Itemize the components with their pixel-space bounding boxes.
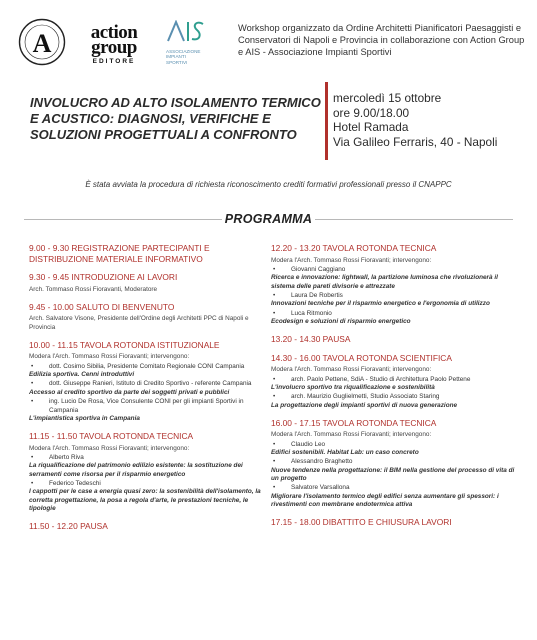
moderator-line: Modera l'Arch. Tommaso Rossi Fioravanti; intervengono: xyxy=(271,366,432,374)
program-column-right xyxy=(271,243,523,536)
ais-logo xyxy=(166,20,226,70)
speaker-item: • Alessandro Braghetto xyxy=(271,458,523,466)
talk-topic: I cappotti per le case a energia quasi zero: la sostenibilità dell'isolamento, la corretta progettazione, la posa a regola d'arte, le prestazioni tecniche, le tipologie xyxy=(29,488,261,512)
talk-topic: Nuove tendenze nella progettazione: il BIM nella gestione del processo di vita di un progetto xyxy=(271,466,515,483)
speaker-item: • Claudio Leo xyxy=(271,441,523,449)
workshop-description: Workshop organizzato da Ordine Architetti Pianificatori Paesaggisti e Conservatori di Napoli e Provincia in collaborazione con Action Group e AIS - Associazione Impianti Sportivi xyxy=(238,23,525,57)
action-group-subtitle: EDITORE xyxy=(92,58,136,65)
talk-topic: La riqualificazione del patrimonio edilizio esistente: la sostituzione dei serramenti come risorsa per il risparmio energetico xyxy=(29,462,243,478)
speaker-item: • dott. Cosimo Sibilia, Presidente Comitato Regionale CONI Campania xyxy=(29,363,267,371)
talk-topic: L'involucro sportivo tra riqualificazione e sostenibilità xyxy=(271,383,435,391)
program-block xyxy=(29,243,267,264)
speaker-item: • dott. Giuseppe Ranieri, Istituto di Credito Sportivo - referente Campania xyxy=(29,380,267,388)
session-title: 10.00 - 11.15 TAVOLA ROTONDA ISTITUZIONALE xyxy=(29,339,220,350)
program-block xyxy=(29,272,267,294)
talk-topic: Innovazioni tecniche per il risparmio energetico e l'ergonomia di utilizzo xyxy=(271,300,490,308)
program-block xyxy=(29,521,267,532)
programma-title: PROGRAMMA xyxy=(224,212,313,226)
speaker-item: • ing. Lucio De Rosa, Vice Consulente CONI per gli impianti Sportivi in Campania xyxy=(29,398,267,415)
session-title: 9.00 - 9.30 REGISTRAZIONE PARTECIPANTI E DISTRIBUZIONE MATERIALE INFORMATIVO xyxy=(29,243,210,264)
talk-topic: Accesso al credito sportivo da parte dei soggetti privati e pubblici xyxy=(29,388,230,396)
moderator-line: Modera l'Arch. Tommaso Rossi Fioravanti; intervengono: xyxy=(271,256,432,264)
moderator-line: Modera l'Arch. Tommaso Rossi Fioravanti; intervengono: xyxy=(271,431,432,439)
talk-topic: La progettazione degli impianti sportivi di nuova generazione xyxy=(271,401,458,409)
event-time: ore 9.00/18.00 xyxy=(333,105,410,120)
speaker-item: • Alberto Riva xyxy=(29,454,267,462)
program-block xyxy=(271,243,523,326)
order-seal-logo xyxy=(18,18,66,66)
event-date: mercoledì 15 ottobre xyxy=(333,91,442,105)
action-group-logo xyxy=(78,22,150,65)
talk-topic: Ricerca e innovazione: lightwall, la partizione luminosa che rivoluzionerà il sistema delle pareti divisorie e attrezzate xyxy=(271,274,498,290)
program-block xyxy=(271,334,523,345)
divider-right xyxy=(315,219,513,220)
program-block xyxy=(29,431,267,513)
event-venue: Hotel Ramada xyxy=(333,120,409,134)
speaker-item: • arch. Maurizio Guglielmetti, Studio Associato Staring xyxy=(271,393,523,401)
header xyxy=(0,0,537,80)
moderator-line: Modera l'Arch. Tommaso Rossi Fioravanti; intervengono: xyxy=(29,353,190,361)
accent-divider xyxy=(325,82,328,160)
svg-text:A: A xyxy=(32,29,52,58)
action-group-wordmark: action group xyxy=(90,22,138,58)
session-text: Arch. Tommaso Rossi Fioravanti, Moderatore xyxy=(29,285,158,293)
event-details xyxy=(333,91,497,149)
session-title: 13.20 - 14.30 PAUSA xyxy=(271,334,351,345)
session-title: 11.50 - 12.20 PAUSA xyxy=(29,521,108,532)
talk-topic: Edifici sostenibili. Habitat Lab: un caso concreto xyxy=(271,449,419,457)
session-title: 12.20 - 13.20 TAVOLA ROTONDA TECNICA xyxy=(271,243,437,253)
speaker-item: • Salvatore Varsallona xyxy=(271,484,523,492)
program-column-left xyxy=(29,243,267,540)
program-block xyxy=(271,353,523,410)
ais-logo-text: ASSOCIAZIONE IMPIANTI SPORTIVI xyxy=(166,49,201,65)
talk-topic: Ecodesign e soluzioni di risparmio energetico xyxy=(271,317,411,325)
program-block xyxy=(29,302,267,332)
program-block xyxy=(271,517,523,528)
talk-topic: Edilizia sportiva. Cenni introduttivi xyxy=(29,371,135,379)
speaker-item: • arch. Paolo Pettene, SdiA - Studio di Architettura Paolo Pettene xyxy=(271,376,523,384)
ais-mark-icon xyxy=(166,20,206,42)
credits-notice: È stata avviata la procedura di richiesta riconoscimento crediti formativi professionali presso il CNAPPC xyxy=(85,180,452,189)
session-title: 9.45 - 10.00 SALUTO DI BENVENUTO xyxy=(29,301,175,312)
speaker-item: • Luca Ritmonio xyxy=(271,310,523,318)
talk-topic: L'impiantistica sportiva in Campania xyxy=(29,414,140,422)
session-title: 9.30 - 9.45 INTRODUZIONE AI LAVORI xyxy=(29,272,178,282)
speaker-item: • Giovanni Caggiano xyxy=(271,266,523,274)
moderator-line: Modera l'Arch. Tommaso Rossi Fioravanti; intervengono: xyxy=(29,444,190,452)
speaker-item: • Laura De Robertis xyxy=(271,292,523,300)
speaker-item: • Federico Tedeschi xyxy=(29,480,267,488)
event-address: Via Galileo Ferraris, 40 - Napoli xyxy=(333,134,498,149)
session-text: Arch. Salvatore Visone, Presidente dell'Ordine degli Architetti PPC di Napoli e Provincia xyxy=(29,315,249,331)
event-title: INVOLUCRO AD ALTO ISOLAMENTO TERMICO E ACUSTICO: DIAGNOSI, VERIFICHE E SOLUZIONI PROGETTUALI A CONFRONTO xyxy=(30,95,321,142)
program-block xyxy=(29,340,267,423)
session-title: 11.15 - 11.50 TAVOLA ROTONDA TECNICA xyxy=(29,431,194,442)
program-block xyxy=(271,418,523,510)
session-title: 14.30 - 16.00 TAVOLA ROTONDA SCIENTIFICA xyxy=(271,352,452,363)
session-title: 16.00 - 17.15 TAVOLA ROTONDA TECNICA xyxy=(271,417,437,428)
talk-topic: Migliorare l'isolamento termico degli edifici senza aumentare gli spessori: i rivestimenti con membrane endotermica attiva xyxy=(271,492,499,509)
session-title: 17.15 - 18.00 DIBATTITO E CHIUSURA LAVORI xyxy=(271,517,452,528)
